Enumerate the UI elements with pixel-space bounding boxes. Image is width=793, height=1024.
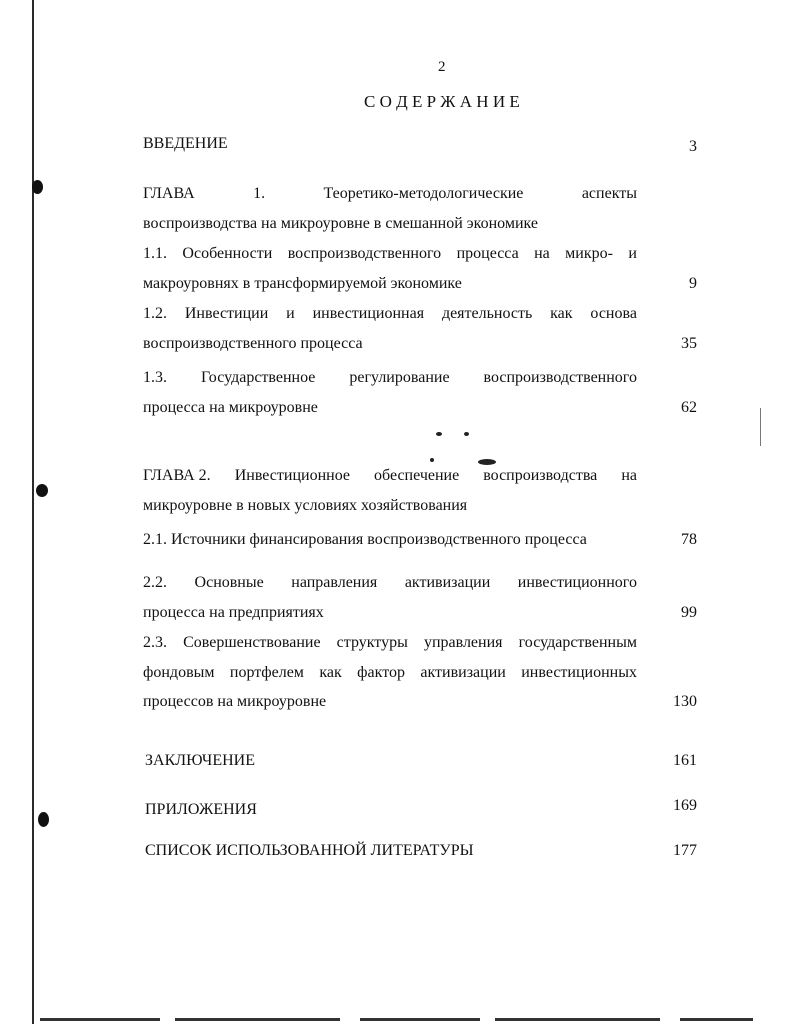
word: 2.2. — [143, 574, 167, 591]
toc-section-1-3-line2: процесса на микроуровне — [143, 399, 318, 416]
toc-chapter1-line2: воспроизводства на микроуровне в смешанной экономике — [143, 215, 539, 232]
toc-section-2-2-page: 99 — [681, 604, 697, 621]
toc-section-1-2-line1 — [143, 306, 637, 322]
page-number: 2 — [438, 59, 446, 75]
toc-section-1-3-page: 62 — [681, 399, 697, 416]
word: инвестиционная — [312, 305, 425, 322]
word: Государственное — [200, 369, 316, 386]
word: воспроизводственного — [483, 369, 637, 386]
scan-blot — [32, 180, 43, 194]
scan-edge-right — [760, 408, 761, 446]
toc-section-1-2-page: 35 — [681, 335, 697, 352]
word: инвестиционного — [517, 574, 637, 591]
toc-section-1-2-line2: воспроизводственного процесса — [143, 335, 363, 352]
word: ГЛАВА 2. — [143, 467, 211, 484]
scan-speck — [436, 432, 442, 436]
word: Совершенствование — [183, 634, 321, 651]
word: ГЛАВА — [143, 185, 195, 202]
toc-section-2-1-page: 78 — [681, 531, 697, 548]
toc-section-1-3-line1 — [143, 370, 637, 386]
word: деятельность — [441, 305, 533, 322]
toc-appendices-label: ПРИЛОЖЕНИЯ — [145, 801, 257, 818]
toc-chapter2-line1 — [143, 468, 637, 484]
word: микро- — [565, 245, 613, 262]
toc-section-2-2-line1 — [143, 575, 637, 591]
word: на — [621, 467, 637, 484]
scan-blot — [38, 812, 49, 827]
toc-section-2-1-label: 2.1. Источники финансирования воспроизводственного процесса — [143, 531, 587, 548]
toc-section-1-1-line2: макроуровнях в трансформируемой экономике — [143, 275, 462, 292]
word: 1.1. — [143, 245, 167, 262]
toc-conclusion-label: ЗАКЛЮЧЕНИЕ — [145, 752, 255, 769]
word: Особенности — [182, 245, 273, 262]
word: Инвестиционное — [234, 467, 350, 484]
word: фондовым — [143, 664, 215, 681]
toc-section-2-2-line2: процесса на предприятиях — [143, 604, 324, 621]
scan-speck — [478, 459, 496, 465]
toc-references-page: 177 — [673, 842, 697, 859]
word: фактор — [357, 664, 405, 681]
word: инвестиционных — [521, 664, 637, 681]
word: Теоретико-методологические — [323, 185, 524, 202]
word: портфелем — [229, 664, 304, 681]
word: аспекты — [581, 185, 637, 202]
toc-section-2-3-line1 — [143, 635, 637, 651]
word: регулирование — [349, 369, 450, 386]
word: и — [628, 245, 637, 262]
word: 2.3. — [143, 634, 167, 651]
word: обеспечение — [374, 467, 460, 484]
word: Основные — [194, 574, 264, 591]
toc-section-2-3-page: 130 — [673, 693, 697, 710]
word: и — [286, 305, 295, 322]
scan-edge-left — [32, 0, 34, 1024]
word: как — [550, 305, 573, 322]
toc-appendices-page: 169 — [673, 797, 697, 814]
word: активизации — [404, 574, 491, 591]
page-title: С О Д Е Р Ж А Н И Е — [364, 92, 520, 111]
word: 1.2. — [143, 305, 167, 322]
toc-chapter1-line1 — [143, 186, 637, 202]
word: на — [534, 245, 550, 262]
scan-blot — [36, 484, 48, 497]
scan-speck — [430, 458, 434, 462]
word: структуры — [336, 634, 408, 651]
word: воспроизводственного — [287, 245, 442, 262]
word: как — [319, 664, 342, 681]
word: 1. — [253, 185, 266, 202]
word: 1.3. — [143, 369, 167, 386]
word: управления — [423, 634, 503, 651]
scan-edge-bottom — [40, 1018, 753, 1021]
word: государственным — [518, 634, 637, 651]
word: активизации — [420, 664, 506, 681]
toc-references-label: СПИСОК ИСПОЛЬЗОВАННОЙ ЛИТЕРАТУРЫ — [145, 842, 474, 859]
toc-section-2-3-line2 — [143, 665, 637, 681]
word: основа — [590, 305, 637, 322]
scan-speck — [464, 432, 469, 436]
toc-section-2-3-line3: процессов на микроуровне — [143, 693, 327, 710]
toc-section-1-1-line1 — [143, 246, 637, 262]
toc-conclusion-page: 161 — [673, 752, 697, 769]
toc-intro-label: ВВЕДЕНИЕ — [143, 135, 228, 152]
toc-chapter2-line2: микроуровне в новых условиях хозяйствования — [143, 497, 468, 514]
word: Инвестиции — [184, 305, 269, 322]
word: направления — [291, 574, 378, 591]
toc-intro-page: 3 — [689, 138, 697, 155]
word: воспроизводства — [483, 467, 598, 484]
word: процесса — [456, 245, 519, 262]
toc-section-1-1-page: 9 — [689, 275, 697, 292]
